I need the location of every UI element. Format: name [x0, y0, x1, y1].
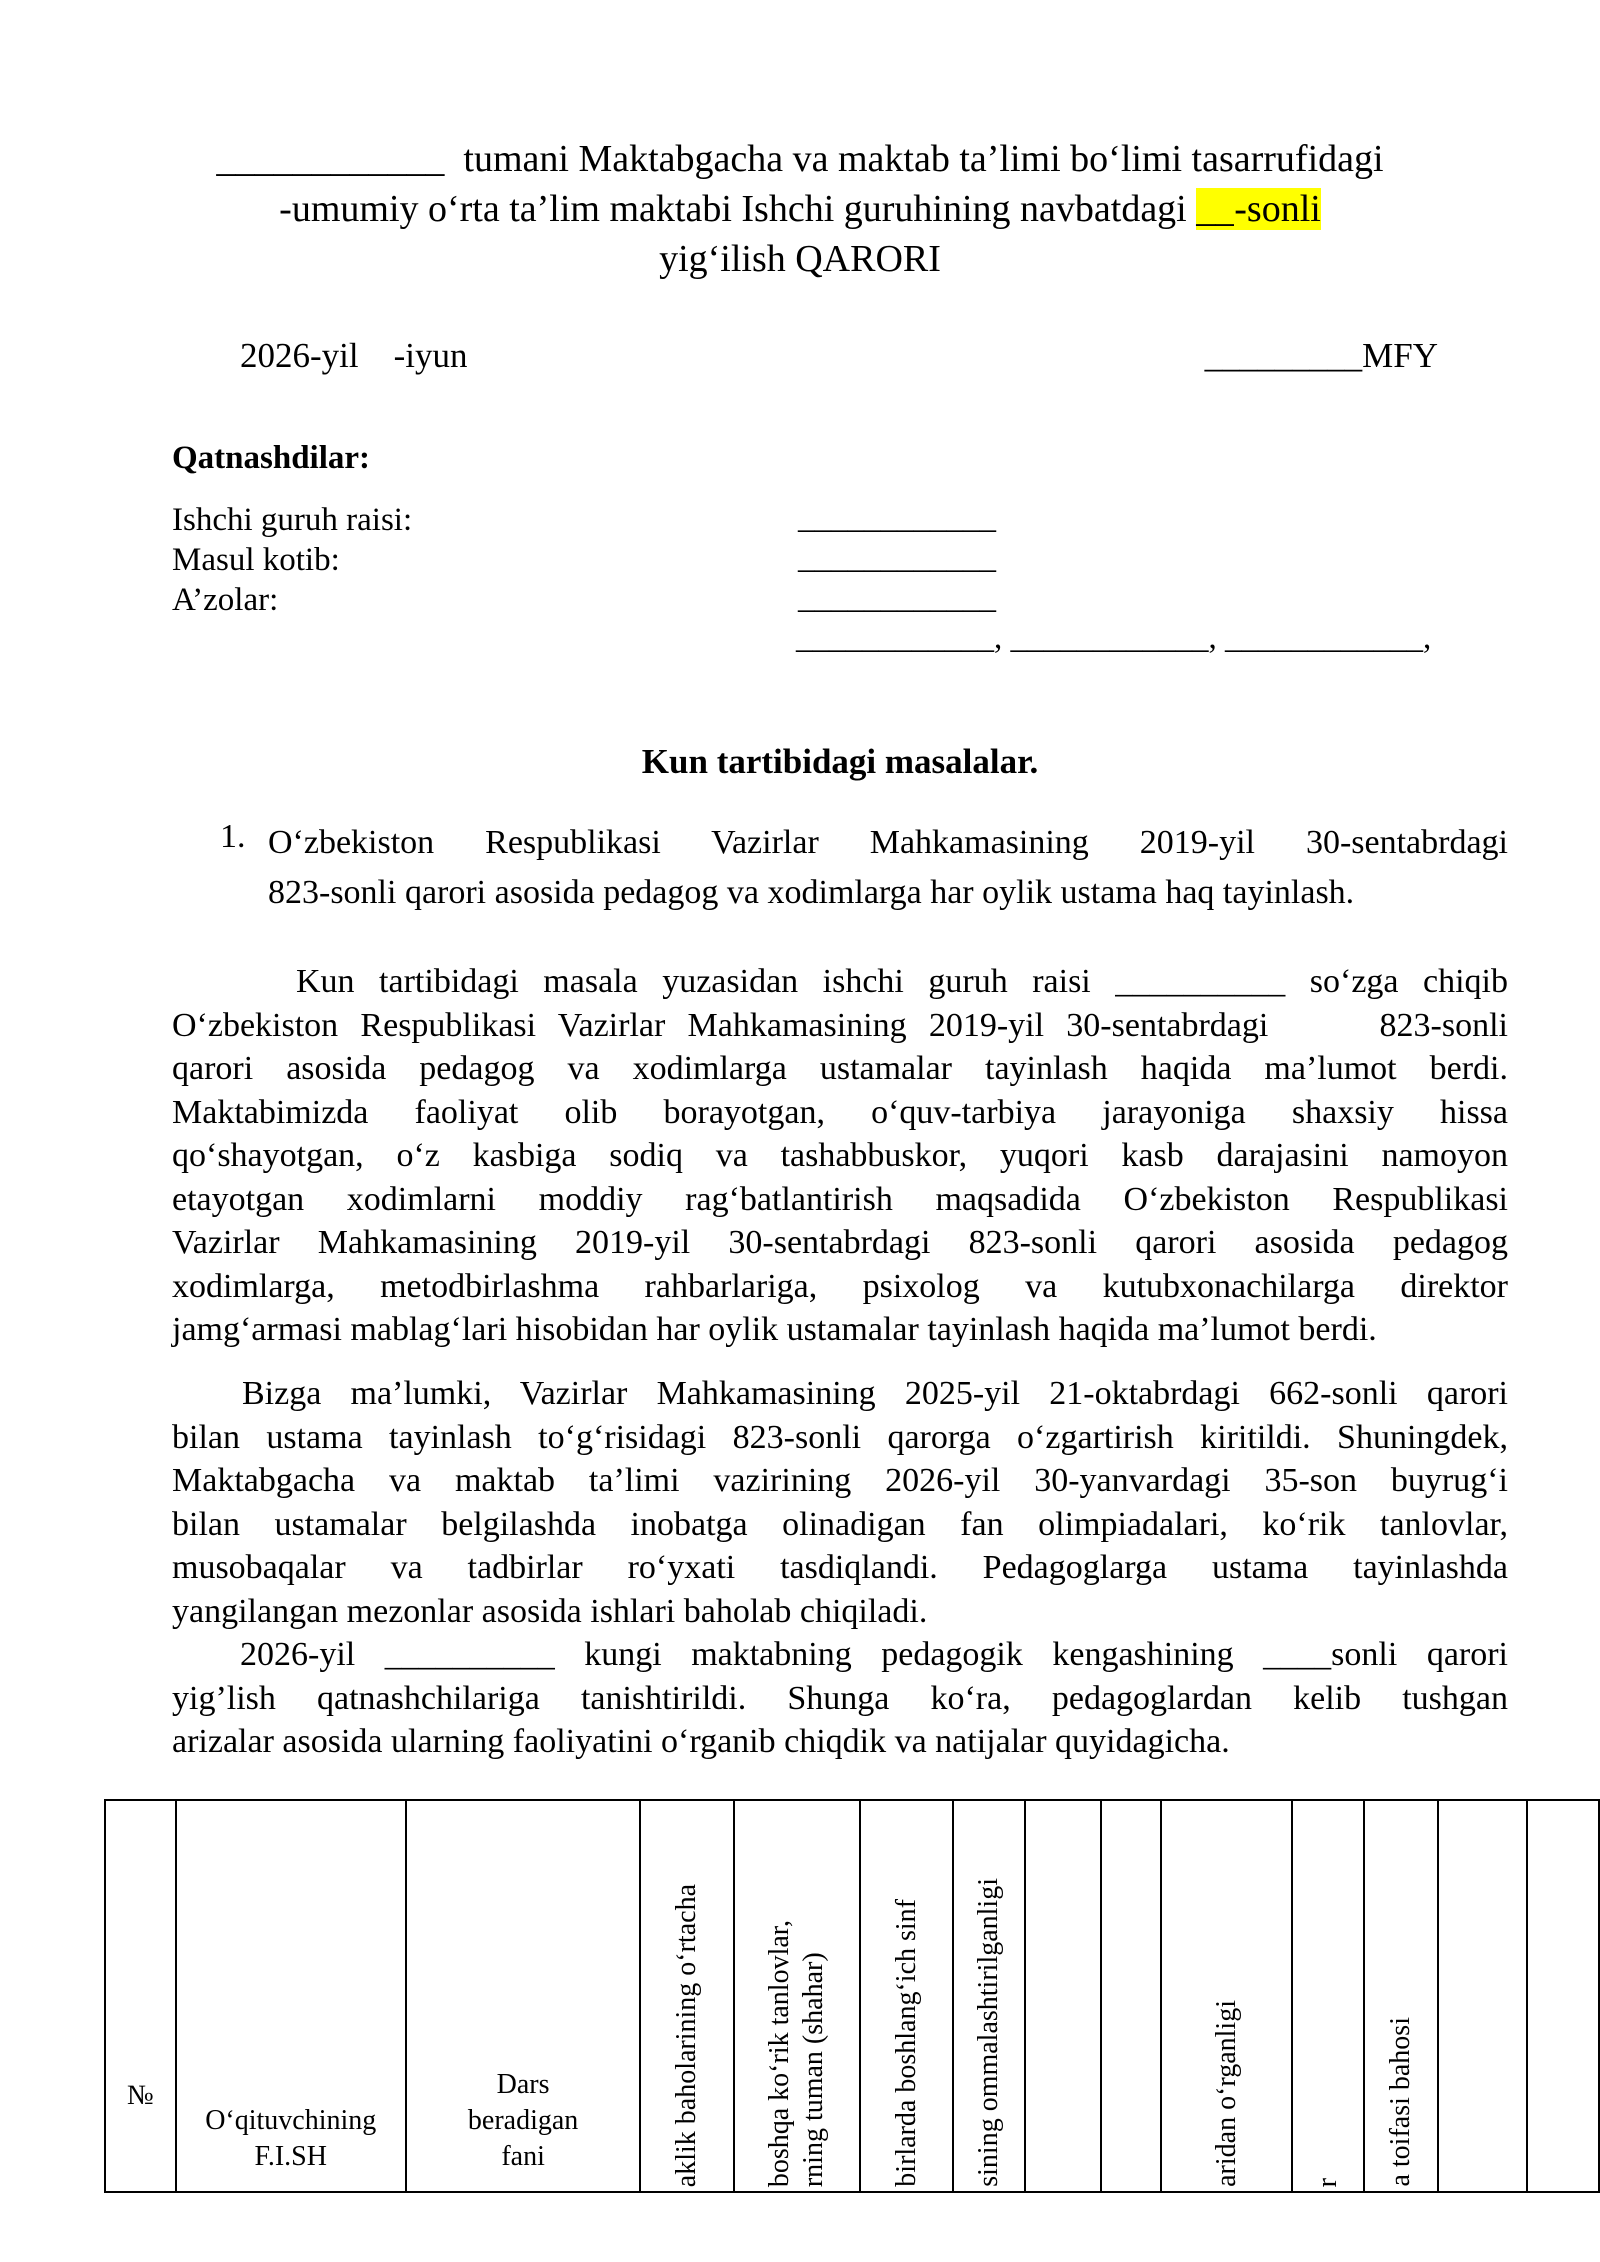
participants-heading: Qatnashdilar:: [172, 440, 371, 476]
decision-title-line-1: [0, 134, 1600, 184]
vertical-header-label: aklik baholarining o‘rtacha: [671, 1883, 703, 2187]
table-empty-header: [1025, 1800, 1101, 2192]
col-vertical-header: [1364, 1800, 1438, 2192]
col-teacher-header: [176, 1800, 406, 2192]
vertical-header-label: aridan o‘rganligi: [1210, 2000, 1242, 2187]
col-subject-label: Dars beradigan fani: [467, 2069, 579, 2172]
p1-line: O‘zbekiston Respublikasi Vazirlar Mahkamasining 2019-yil 30-sentabrdagi 823-sonli: [172, 1006, 1508, 1044]
members-blank-row: ____________, ____________, ____________,: [796, 620, 1432, 656]
title-text-1: tumani Maktabgacha va maktab ta’limi bo‘limi tasarrufidagi: [463, 138, 1384, 180]
vertical-header-label: birlarda boshlang‘ich sinf: [890, 1899, 922, 2187]
col-number-header: [105, 1800, 176, 2192]
vertical-header-line: rning tuman (shahar): [797, 1952, 829, 2187]
p1-line: jamg‘armasi mablag‘lari hisobidan har oylik ustamalar tayinlash haqida ma’lumot berdi.: [172, 1311, 1377, 1348]
members-label: A’zolar:: [172, 582, 279, 618]
table-empty-header: [1101, 1800, 1161, 2192]
col-vertical-header: [734, 1800, 860, 2192]
p2-line: Maktabgacha va maktab ta’limi vazirining 2026-yil 30-yanvardagi 35-son buyrug‘i: [172, 1462, 1508, 1499]
assessment-table: [104, 1799, 1600, 2193]
p2-line: Bizga ma’lumki, Vazirlar Mahkamasining 2025-yil 21-oktabrdagi 662-sonli qarori: [242, 1375, 1508, 1412]
vertical-header-label: sining ommalashtirilganligi: [973, 1878, 1005, 2187]
title-text-2-end: -sonli: [1234, 188, 1321, 230]
agenda-item: [268, 818, 1508, 918]
p2-line: yangilangan mezonlar asosida ishlari baholab chiqiladi.: [172, 1592, 928, 1630]
title-text-2: -umumiy o‘rta ta’lim maktabi Ishchi guruhining navbatdagi: [279, 188, 1187, 230]
col-number-label: №: [127, 2080, 154, 2111]
p1-line: Vazirlar Mahkamasining 2019-yil 30-sentabrdagi 823-sonli qarori asosida pedagog: [172, 1224, 1508, 1261]
secretary-blank: ____________: [798, 540, 996, 576]
chair-blank: ____________: [798, 500, 996, 536]
paragraph-1: [172, 960, 1508, 1352]
mfy-field: _________MFY: [1204, 336, 1438, 375]
chair-label: Ishchi guruh raisi:: [172, 502, 413, 538]
vertical-header-label: [763, 1920, 831, 2187]
col-vertical-header: [1161, 1800, 1291, 2192]
agenda-item-line-2: 823-sonli qarori asosida pedagog va xodimlarga har oylik ustama haq tayinlash.: [268, 874, 1355, 911]
decision-title-line-2: [0, 184, 1600, 234]
p3-line: yig’lish qatnashchilariga tanishtirildi. Shunga ko‘ra, pedagoglardan kelib tushgan: [172, 1679, 1508, 1717]
col-vertical-header: [860, 1800, 953, 2192]
col-vertical-header: [1292, 1800, 1364, 2192]
col-teacher-label: O‘qituvchining F.I.SH: [205, 2105, 377, 2172]
col-vertical-header: [640, 1800, 733, 2192]
district-blank: ____________: [216, 138, 445, 180]
p1-line: Maktabimizda faoliyat olib borayotgan, o‘quv-tarbiya jarayoniga shaxsiy hissa: [172, 1093, 1508, 1131]
title-text-3: yig‘ilish QARORI: [659, 238, 941, 280]
table-empty-header: [1527, 1800, 1599, 2192]
meeting-number-blank: __: [1196, 188, 1235, 230]
p2-line: musobaqalar va tadbirlar ro‘yxati tasdiqlandi. Pedagoglarga ustama tayinlashda: [172, 1549, 1508, 1586]
p2-line: bilan ustamalar belgilashda inobatga olinadigan fan olimpiadalari, ko‘rik tanlovlar,: [172, 1505, 1508, 1543]
p1-line: Kun tartibidagi masala yuzasidan ishchi guruh raisi __________ so‘zga chiqib: [296, 963, 1508, 1000]
p1-line: xodimlarga, metodbirlashma rahbarlariga, psixolog va kutubxonachilarga direktor: [172, 1267, 1508, 1305]
paragraph-3: [172, 1633, 1508, 1764]
p1-line: etayotgan xodimlarni moddiy rag‘batlantirish maqsadida O‘zbekiston Respublikasi: [172, 1180, 1508, 1218]
col-subject-header: [406, 1800, 641, 2192]
vertical-header-line: boshqa ko‘rik tanlovlar,: [763, 1919, 795, 2187]
secretary-label: Masul kotib:: [172, 542, 340, 578]
agenda-item-number: 1.: [220, 818, 246, 855]
vertical-header-label: a toifasi bahosi: [1384, 2017, 1416, 2187]
agenda-item-line-1: O‘zbekiston Respublikasi Vazirlar Mahkamasining 2019-yil 30-sentabrdagi: [268, 824, 1508, 861]
p3-line: arizalar asosida ularning faoliyatini o‘rganib chiqdik va natijalar quyidagicha.: [172, 1723, 1230, 1760]
p1-line: qo‘shayotgan, o‘z kasbiga sodiq va tashabbuskor, yuqori kasb darajasini namoyon: [172, 1137, 1508, 1174]
table-empty-header: [1438, 1800, 1527, 2192]
table-header-row: [105, 1800, 1599, 2192]
decision-title-line-3: [0, 234, 1600, 284]
p3-line: 2026-yil __________ kungi maktabning pedagogik kengashining ____sonli qarori: [240, 1636, 1508, 1673]
paragraph-2: [172, 1372, 1508, 1633]
col-vertical-header: [953, 1800, 1025, 2192]
agenda-heading: Kun tartibidagi masalalar.: [641, 742, 1039, 781]
vertical-header-label: r: [1311, 2177, 1343, 2187]
p2-line: bilan ustama tayinlash to‘g‘risidagi 823-sonli qarorga o‘zgartirish kiritildi. Shuningdek,: [172, 1418, 1508, 1456]
members-blank: ____________: [798, 580, 996, 616]
p1-line: qarori asosida pedagog va xodimlarga ustamalar tayinlash haqida ma’lumot berdi.: [172, 1050, 1508, 1087]
meeting-date: 2026-yil -iyun: [240, 336, 468, 375]
